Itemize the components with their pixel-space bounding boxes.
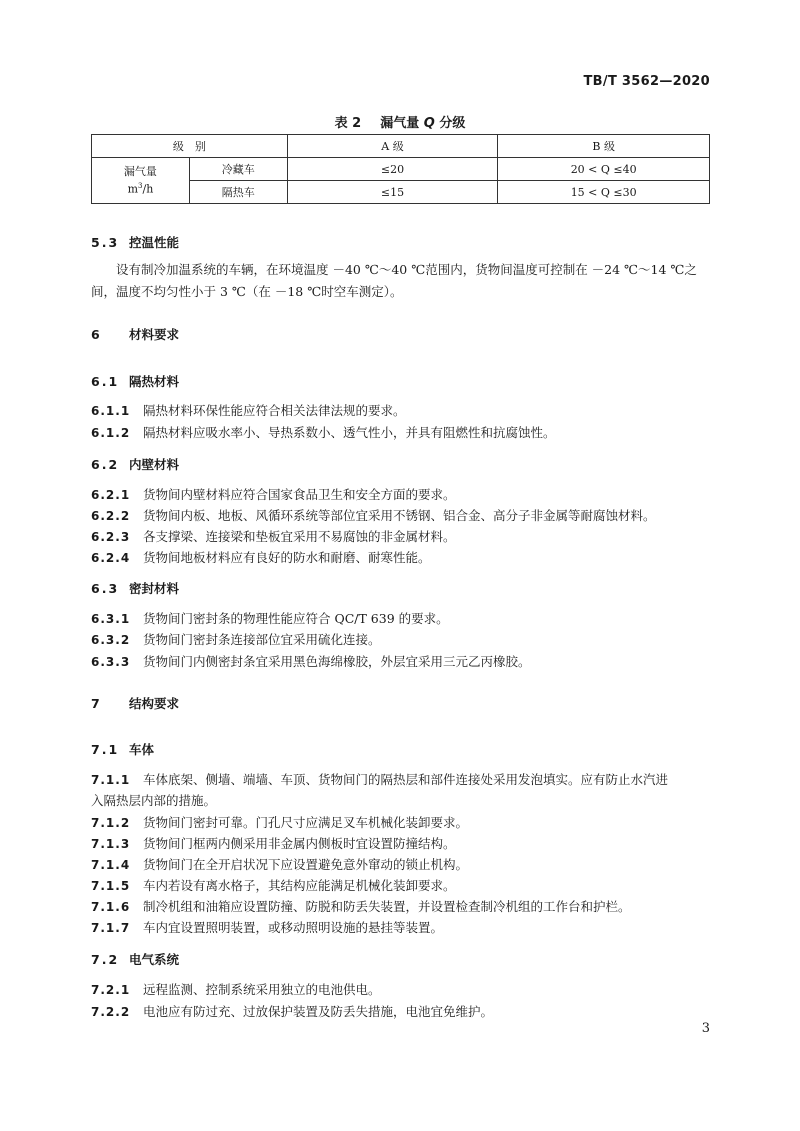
- list-item: 6.2.1 货物间内壁材料应符合国家食品卫生和安全方面的要求。: [91, 487, 456, 502]
- vehicle-type: 隔热车: [189, 181, 287, 204]
- chapter-heading: 7 结构要求: [91, 696, 180, 711]
- grade-b-value: 15 < Q ≤30: [498, 181, 710, 204]
- section-paragraph: 设有制冷加温系统的车辆，在环境温度 －40 ℃～40 ℃范围内，货物间温度可控制在 －24 ℃～14 ℃之间，温度不均匀性小于 3 ℃（在 －18 ℃时空车测定）。: [91, 262, 697, 299]
- list-item: 7.1.4 货物间门在全开启状况下应设置避免意外窜动的锁止机构。: [91, 857, 469, 872]
- table-caption-symbol: Q: [423, 116, 435, 131]
- section-heading: 7.1 车体: [91, 742, 155, 757]
- header-grade-b: B 级: [498, 135, 710, 158]
- table-caption-suffix: 分级: [439, 116, 466, 131]
- section-heading: 5.3 控温性能: [91, 235, 180, 250]
- section-heading: 6.3 密封材料: [91, 581, 180, 596]
- list-item: 7.1.2 货物间门密封可靠。门孔尺寸应满足叉车机械化装卸要求。: [91, 815, 469, 830]
- list-item: 6.3.2 货物间门密封条连接部位宜采用硫化连接。: [91, 632, 381, 647]
- leakage-grade-table: [91, 134, 710, 204]
- section-heading: 6.1 隔热材料: [91, 374, 180, 389]
- header-grade-a: A 级: [287, 135, 498, 158]
- list-item: 7.1.1 车体底架、侧墙、端墙、车顶、货物间门的隔热层和部件连接处采用发泡填实。应有防止水汽进: [91, 772, 669, 787]
- list-item: 6.2.4 货物间地板材料应有良好的防水和耐磨、耐寒性能。: [91, 550, 431, 565]
- standard-number: TB/T 3562—2020: [583, 74, 710, 89]
- page-number: 3: [701, 1021, 710, 1036]
- list-item: 7.1.5 车内若设有离水格子，其结构应能满足机械化装卸要求。: [91, 878, 456, 893]
- header-grade: 级 别: [92, 135, 288, 158]
- vehicle-type: 冷藏车: [189, 158, 287, 181]
- table-caption-label: 表 2: [334, 116, 362, 131]
- list-item: 7.1.3 货物间门框两内侧采用非金属内侧板时宜设置防撞结构。: [91, 836, 456, 851]
- table-row: [92, 158, 710, 181]
- list-item: 6.1.2 隔热材料应吸水率小、导热系数小、透气性小，并具有阻燃性和抗腐蚀性。: [91, 425, 556, 440]
- section-heading: 6.2 内壁材料: [91, 457, 180, 472]
- list-item: 7.2.1 远程监测、控制系统采用独立的电池供电。: [91, 982, 381, 997]
- table-header-row: [92, 135, 710, 158]
- table-caption: [0, 112, 800, 131]
- grade-a-value: ≤20: [287, 158, 498, 181]
- list-item: 6.2.2 货物间内板、地板、风循环系统等部位宜采用不锈钢、铝合金、高分子非金属等耐腐蚀材料。: [91, 508, 656, 523]
- row-label: [92, 158, 190, 204]
- list-item: 7.2.2 电池应有防过充、过放保护装置及防丢失措施，电池宜免维护。: [91, 1004, 494, 1019]
- list-item: 7.1.7 车内宜设置照明装置，或移动照明设施的悬挂等装置。: [91, 920, 444, 935]
- list-item: 6.1.1 隔热材料环保性能应符合相关法律法规的要求。: [91, 403, 406, 418]
- grade-b-value: 20 < Q ≤40: [498, 158, 710, 181]
- list-item: 6.3.3 货物间门内侧密封条宜采用黑色海绵橡胶，外层宜采用三元乙丙橡胶。: [91, 654, 531, 669]
- section-heading: 7.2 电气系统: [91, 952, 180, 967]
- list-item: 7.1.6 制冷机组和油箱应设置防撞、防脱和防丢失装置，并设置检查制冷机组的工作台和护栏。: [91, 899, 631, 914]
- list-item-continuation: 入隔热层内部的措施。: [91, 793, 217, 808]
- chapter-heading: 6 材料要求: [91, 327, 180, 342]
- grade-a-value: ≤15: [287, 181, 498, 204]
- table-caption-text: 漏气量: [380, 116, 420, 131]
- row-label-unit: $m^3/h$: [127, 182, 154, 196]
- row-label-name: 漏气量: [123, 165, 157, 179]
- list-item: 6.2.3 各支撑梁、连接梁和垫板宜采用不易腐蚀的非金属材料。: [91, 529, 456, 544]
- list-item: 6.3.1 货物间门密封条的物理性能应符合 QC/T 639 的要求。: [91, 611, 449, 626]
